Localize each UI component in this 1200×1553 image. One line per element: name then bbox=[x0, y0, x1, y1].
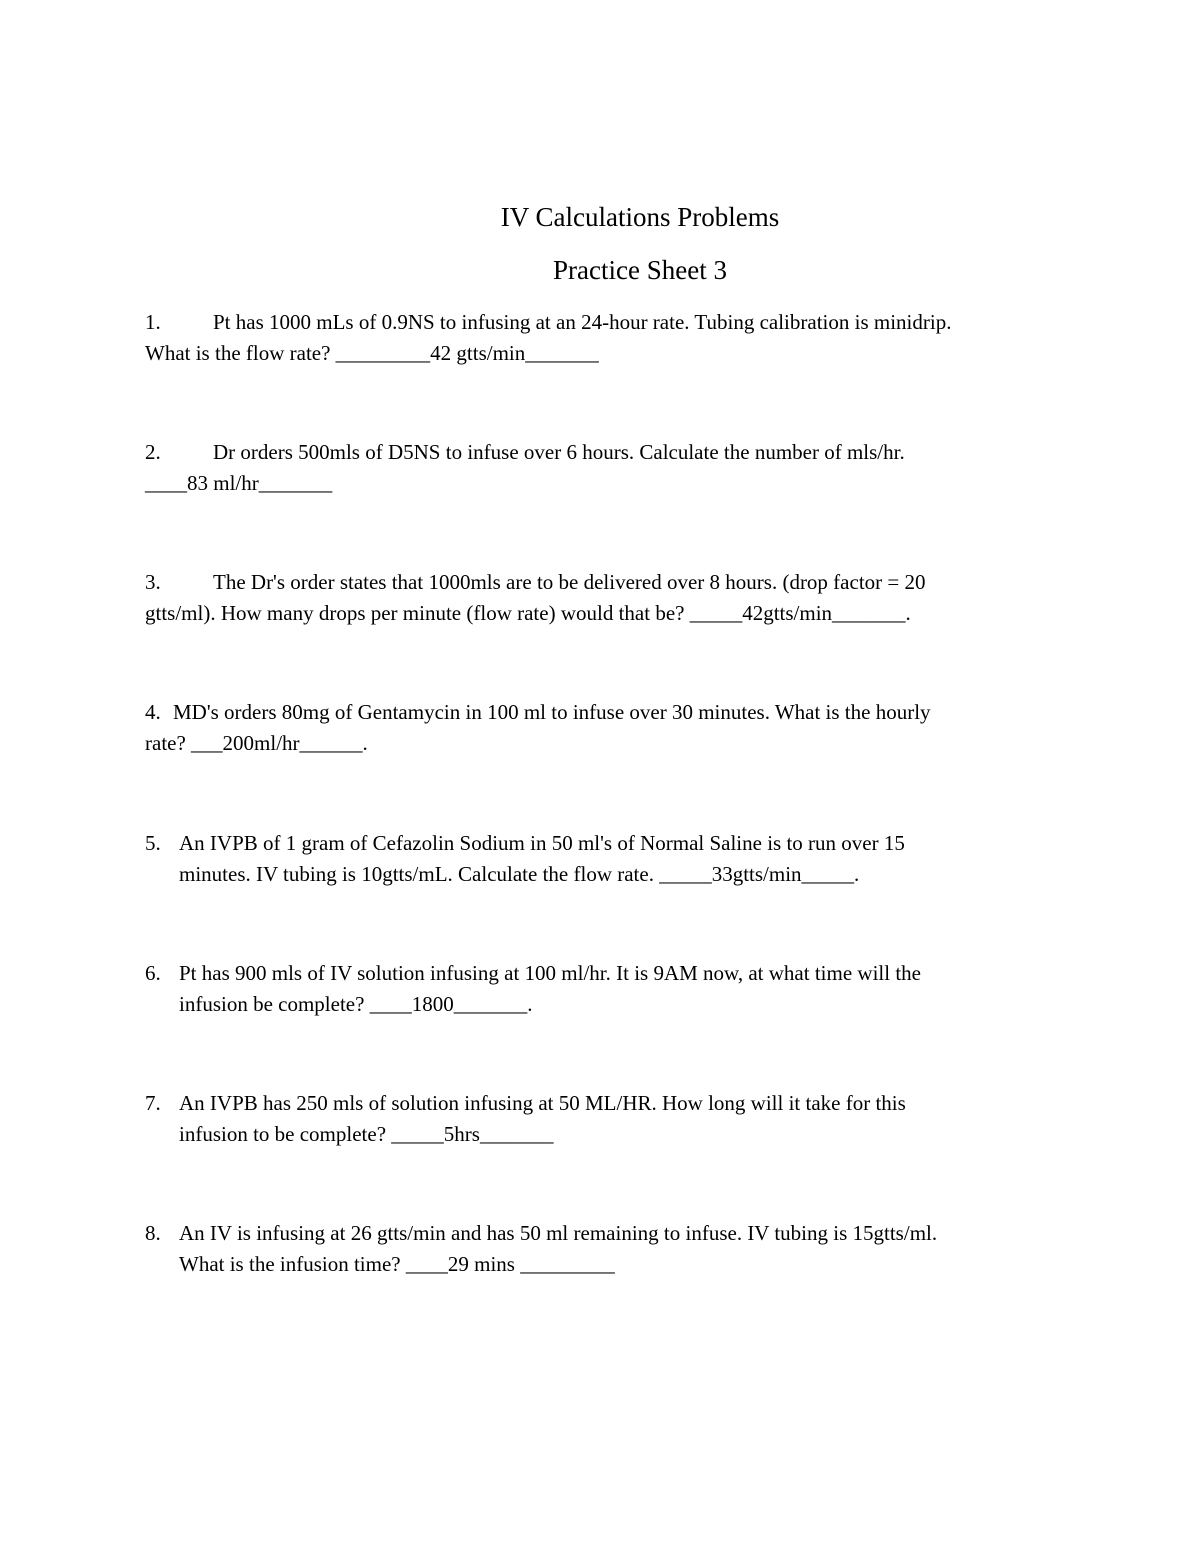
problem-text-line: Pt has 1000 mLs of 0.9NS to infusing at an 24-hour rate. Tubing calibration is minidrip. bbox=[213, 310, 952, 334]
problem-answer-line: What is the flow rate? _________42 gtts/min_______ bbox=[145, 341, 599, 365]
problem-answer-line: minutes. IV tubing is 10gtts/mL. Calculate the flow rate. _____33gtts/min_____. bbox=[179, 862, 860, 886]
problem-text-line: An IV is infusing at 26 gtts/min and has 50 ml remaining to infuse. IV tubing is 15gtts/ml. bbox=[179, 1221, 938, 1245]
page-title: IV Calculations Problems bbox=[500, 202, 780, 232]
problem-number: 1. bbox=[145, 310, 161, 334]
problem-text-line: An IVPB of 1 gram of Cefazolin Sodium in 50 ml's of Normal Saline is to run over 15 bbox=[179, 831, 905, 855]
problem-answer-line: ____83 ml/hr_______ bbox=[145, 471, 333, 495]
problem-text-line: The Dr's order states that 1000mls are to be delivered over 8 hours. (drop factor = 20 bbox=[213, 570, 926, 594]
problem-number: 6. bbox=[145, 961, 161, 985]
problem-number: 2. bbox=[145, 440, 161, 464]
problem-answer-line: What is the infusion time? ____29 mins _________ bbox=[179, 1252, 615, 1276]
problem-text-line: An IVPB has 250 mls of solution infusing at 50 ML/HR. How long will it take for this bbox=[179, 1091, 906, 1115]
problem-text-line: Dr orders 500mls of D5NS to infuse over 6 hours. Calculate the number of mls/hr. bbox=[213, 440, 905, 464]
problem-text-line: MD's orders 80mg of Gentamycin in 100 ml to infuse over 30 minutes. What is the hourly bbox=[173, 700, 931, 724]
problem-answer-line: rate? ___200ml/hr______. bbox=[145, 731, 368, 755]
problem-number: 8. bbox=[145, 1221, 161, 1245]
page-subtitle: Practice Sheet 3 bbox=[553, 255, 727, 285]
problem-number: 7. bbox=[145, 1091, 161, 1115]
problem-answer-line: infusion to be complete? _____5hrs_______ bbox=[179, 1122, 554, 1146]
problem-text-line: Pt has 900 mls of IV solution infusing at 100 ml/hr. It is 9AM now, at what time will the bbox=[179, 961, 921, 985]
problem-answer-line: gtts/ml). How many drops per minute (flow rate) would that be? _____42gtts/min_______. bbox=[145, 601, 911, 625]
problem-answer-line: infusion be complete? ____1800_______. bbox=[179, 992, 533, 1016]
problem-number: 3. bbox=[145, 570, 161, 594]
problem-number: 4. bbox=[145, 700, 161, 724]
problem-number: 5. bbox=[145, 831, 161, 855]
